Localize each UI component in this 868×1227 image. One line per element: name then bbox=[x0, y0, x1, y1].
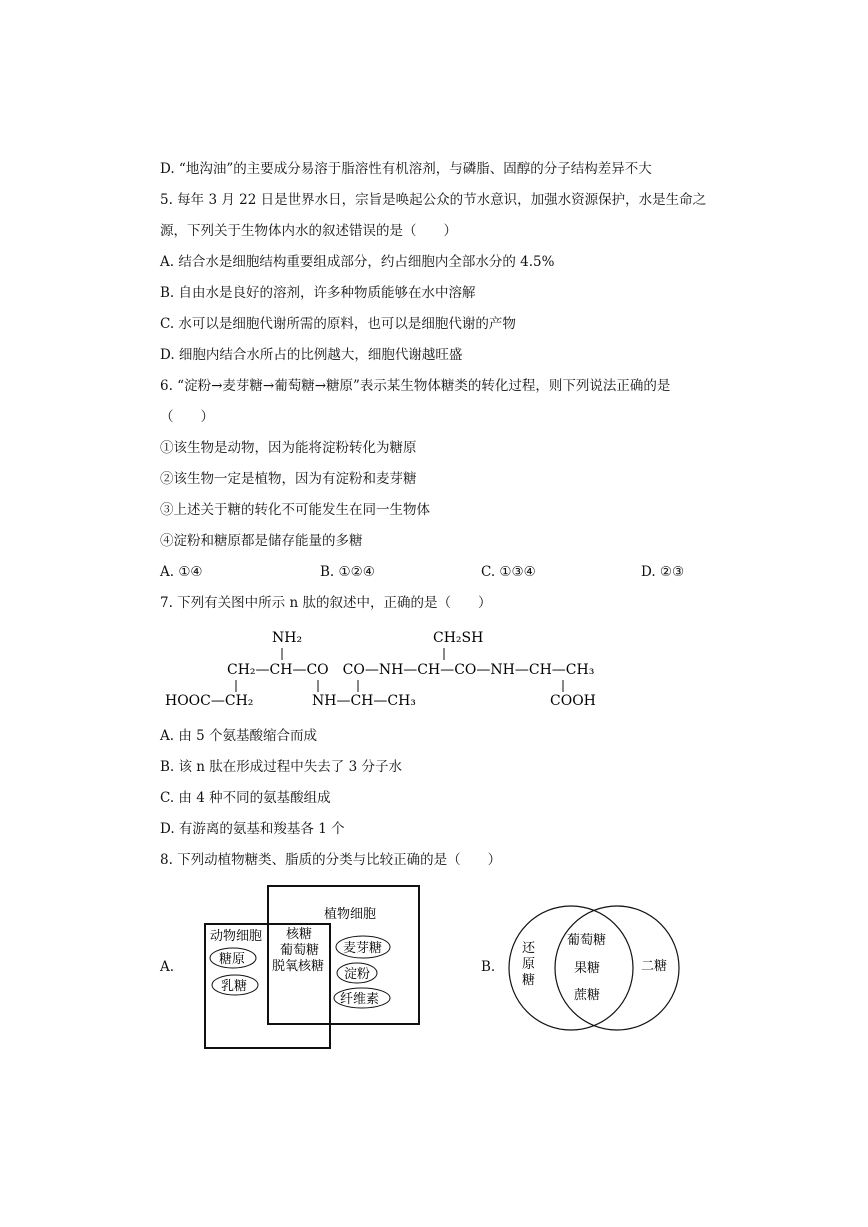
ch2sh-group: CH₂SH bbox=[433, 630, 484, 646]
glycogen-label: 糖原 bbox=[219, 952, 246, 967]
q6-statement-1: ①该生物是动物，因为能将淀粉转化为糖原 bbox=[160, 440, 417, 456]
q7-option-b: B. 该 n 肽在形成过程中失去了 3 分子水 bbox=[160, 759, 402, 775]
option-a-diagram bbox=[200, 880, 440, 1060]
hooc-ch2-group: HOOC—CH₂ bbox=[165, 693, 254, 709]
peptide-main-chain: CH₂—CH—CO CO—NH—CH—CO—NH—CH—CH₃ bbox=[227, 662, 595, 678]
q7-stem: 7. 下列有关图中所示 n 肽的叙述中，正确的是（ ） bbox=[160, 595, 492, 611]
q6-option-d: D. ②③ bbox=[641, 564, 685, 580]
maltose-label: 麦芽糖 bbox=[343, 941, 383, 956]
option-b-diagram bbox=[500, 900, 700, 1040]
q6-option-c: C. ①③④ bbox=[481, 564, 536, 580]
q8-option-a-label: A. bbox=[160, 959, 175, 975]
fructose-label: 果糖 bbox=[574, 961, 601, 976]
q6-stem-line1: 6. “淀粉→麦芽糖→葡萄糖→糖原”表示某生物体糖类的转化过程，则下列说法正确的是 bbox=[160, 378, 671, 394]
q6-option-a: A. ①④ bbox=[160, 564, 203, 580]
q8-stem: 8. 下列动植物糖类、脂质的分类与比较正确的是（ ） bbox=[160, 852, 502, 868]
peptide-structure-diagram bbox=[0, 622, 868, 722]
q5-stem-line1: 5. 每年 3 月 22 日是世界水日，宗旨是唤起公众的节水意识，加强水资源保护，水是生命之 bbox=[160, 192, 707, 208]
ribose-label: 核糖 bbox=[286, 927, 313, 942]
q6-option-b: B. ①②④ bbox=[320, 564, 375, 580]
q7-option-a: A. 由 5 个氨基酸缩合而成 bbox=[160, 728, 318, 744]
cooh-group: COOH bbox=[550, 693, 596, 709]
q6-statement-3: ③上述关于糖的转化不可能发生在同一生物体 bbox=[160, 502, 430, 518]
disaccharide-label: 二糖 bbox=[641, 959, 668, 974]
cellulose-label: 纤维素 bbox=[340, 992, 380, 1007]
plant-cell-label: 植物细胞 bbox=[324, 907, 377, 922]
q8-option-b-label: B. bbox=[481, 959, 496, 975]
q6-stem-line2: （ ） bbox=[160, 409, 214, 425]
nh-ch-ch3-group: NH—CH—CH₃ bbox=[312, 693, 416, 709]
animal-cell-label: 动物细胞 bbox=[210, 929, 263, 944]
glucose-label: 葡萄糖 bbox=[567, 933, 607, 948]
q6-statement-2: ②该生物一定是植物，因为有淀粉和麦芽糖 bbox=[160, 471, 417, 487]
q4-option-d: D. “地沟油”的主要成分易溶于脂溶性有机溶剂，与磷脂、固醇的分子结构差异不大 bbox=[160, 161, 652, 177]
q7-option-c: C. 由 4 种不同的氨基酸组成 bbox=[160, 790, 331, 806]
q5-stem-line2: 源，下列关于生物体内水的叙述错误的是（ ） bbox=[160, 223, 457, 239]
deoxyribose-label: 脱氧核糖 bbox=[272, 959, 325, 974]
reducing-sugar-char1: 还 bbox=[522, 941, 536, 956]
nh2-group: NH₂ bbox=[272, 630, 303, 646]
glucose-label: 葡萄糖 bbox=[280, 943, 320, 958]
q6-statement-4: ④淀粉和糖原都是储存能量的多糖 bbox=[160, 533, 363, 549]
q7-option-d: D. 有游离的氨基和羧基各 1 个 bbox=[160, 821, 345, 837]
q5-option-c: C. 水可以是细胞代谢所需的原料，也可以是细胞代谢的产物 bbox=[160, 316, 516, 332]
lactose-label: 乳糖 bbox=[221, 979, 248, 994]
q5-option-b: B. 自由水是良好的溶剂，许多种物质能够在水中溶解 bbox=[160, 285, 476, 301]
starch-label: 淀粉 bbox=[344, 967, 371, 982]
q5-option-d: D. 细胞内结合水所占的比例越大，细胞代谢越旺盛 bbox=[160, 347, 463, 363]
reducing-sugar-char3: 糖 bbox=[522, 973, 536, 988]
sucrose-label: 蔗糖 bbox=[574, 988, 601, 1003]
reducing-sugar-char2: 原 bbox=[522, 957, 536, 972]
q5-option-a: A. 结合水是细胞结构重要组成部分，约占细胞内全部水分的 4.5% bbox=[160, 254, 555, 270]
